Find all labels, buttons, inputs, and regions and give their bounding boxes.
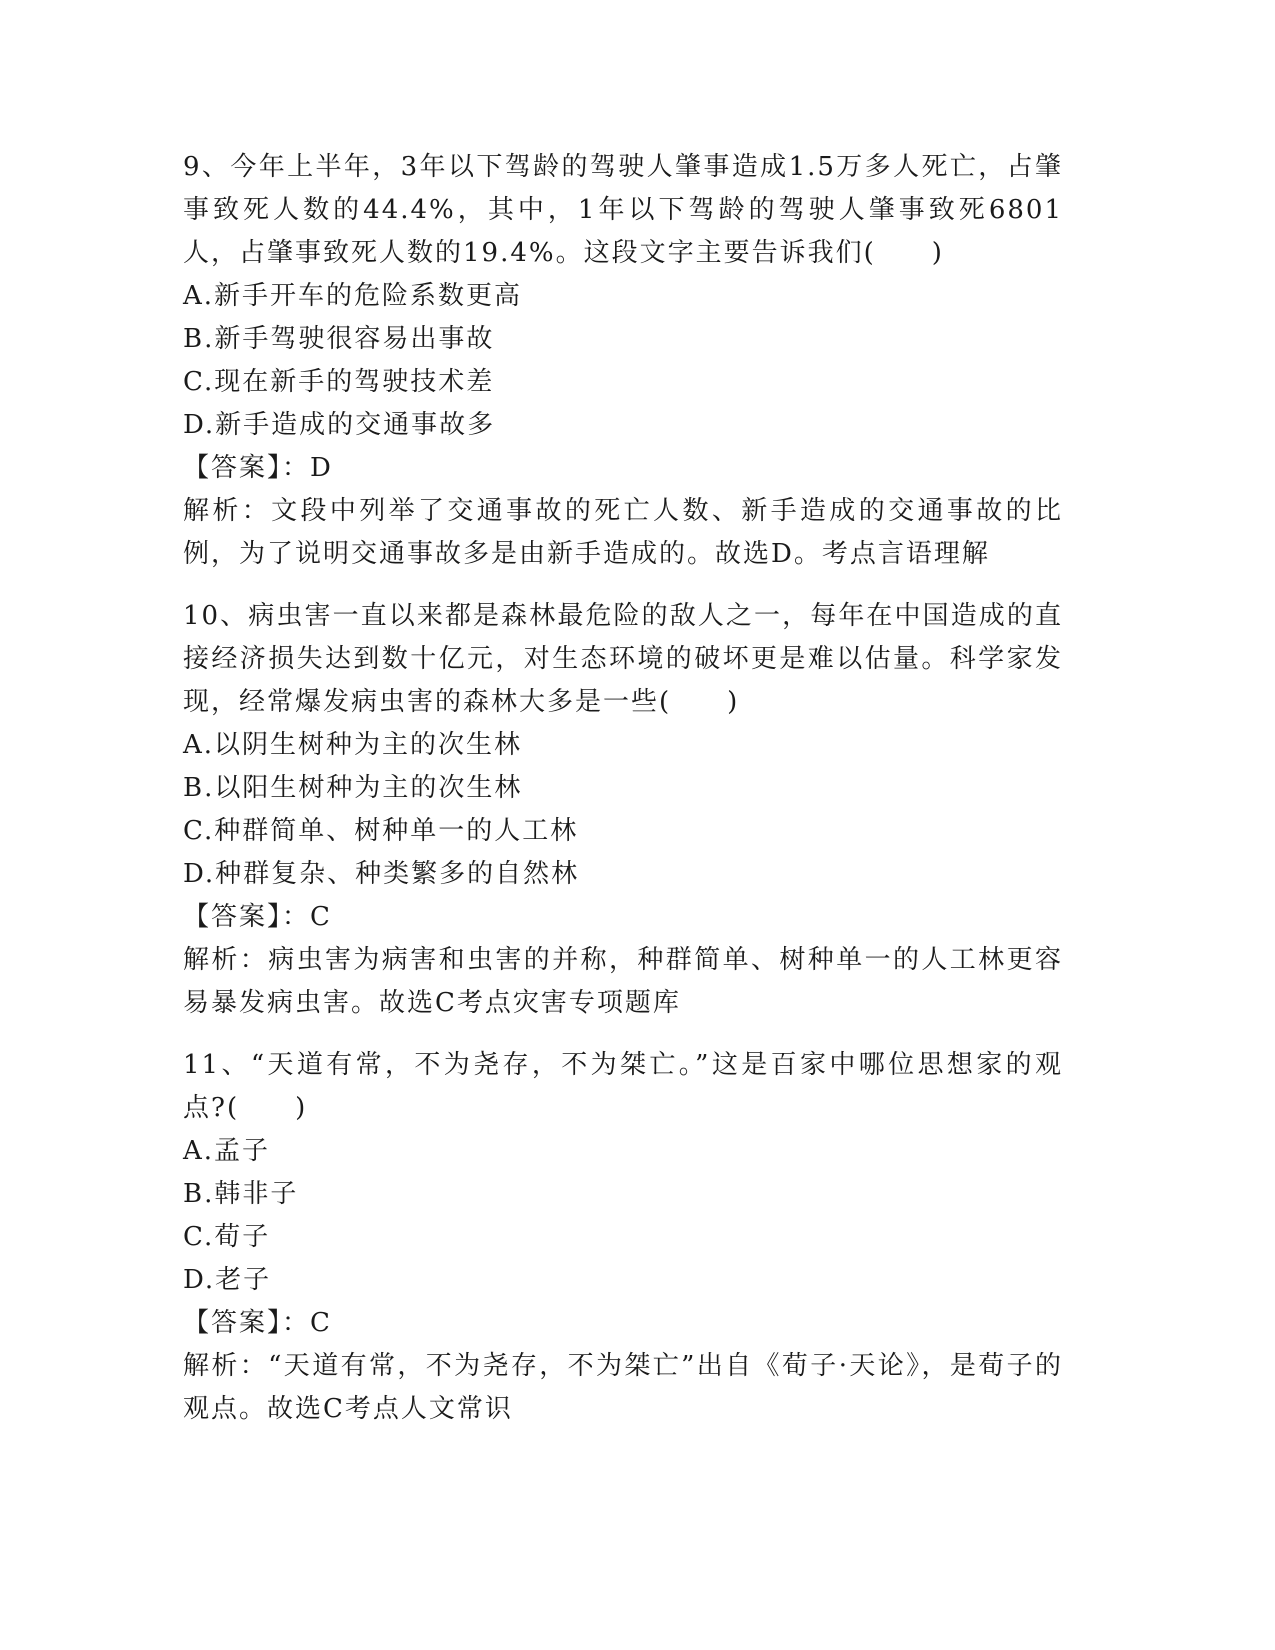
- document-page: [183, 146, 1063, 1450]
- question-stem: 11、“天道有常，不为尧存，不为桀亡。”这是百家中哪位思想家的观点?( ): [183, 1050, 1063, 1123]
- question-11: [183, 1044, 1063, 1431]
- option-d: D.老子: [183, 1265, 272, 1295]
- option-d: D.新手造成的交通事故多: [183, 410, 496, 440]
- answer: 【答案】：D: [183, 453, 333, 483]
- answer: 【答案】：C: [183, 1308, 332, 1338]
- question-stem: 10、病虫害一直以来都是森林最危险的敌人之一，每年在中国造成的直接经济损失达到数十亿元，对生态环境的破坏更是难以估量。科学家发现，经常爆发病虫害的森林大多是一些( ): [183, 601, 1063, 717]
- analysis: 解析：“天道有常，不为尧存，不为桀亡”出自《荀子·天论》，是荀子的观点。故选C考点人文常识: [183, 1351, 1063, 1424]
- question-10: [183, 595, 1063, 1025]
- option-d: D.种群复杂、种类繁多的自然林: [183, 859, 580, 889]
- option-c: C.现在新手的驾驶技术差: [183, 367, 495, 397]
- option-b: B.以阳生树种为主的次生林: [183, 773, 523, 803]
- option-a: A.孟子: [183, 1136, 271, 1166]
- answer: 【答案】：C: [183, 902, 332, 932]
- question-9: [183, 146, 1063, 576]
- option-a: A.以阴生树种为主的次生林: [183, 730, 523, 760]
- analysis: 解析：病虫害为病害和虫害的并称，种群简单、树种单一的人工林更容易暴发病虫害。故选C考点灾害专项题库: [183, 945, 1063, 1018]
- analysis: 解析：文段中列举了交通事故的死亡人数、新手造成的交通事故的比例，为了说明交通事故多是由新手造成的。故选D。考点言语理解: [183, 496, 1063, 569]
- question-stem: 9、今年上半年，3年以下驾龄的驾驶人肇事造成1.5万多人死亡，占肇事致死人数的44.4%，其中，1年以下驾龄的驾驶人肇事致死6801人，占肇事致死人数的19.4%。这段文字主要告诉我们( ): [183, 152, 1063, 268]
- option-b: B.韩非子: [183, 1179, 299, 1209]
- option-c: C.荀子: [183, 1222, 271, 1252]
- option-a: A.新手开车的危险系数更高: [183, 281, 523, 311]
- option-b: B.新手驾驶很容易出事故: [183, 324, 495, 354]
- option-c: C.种群简单、树种单一的人工林: [183, 816, 579, 846]
